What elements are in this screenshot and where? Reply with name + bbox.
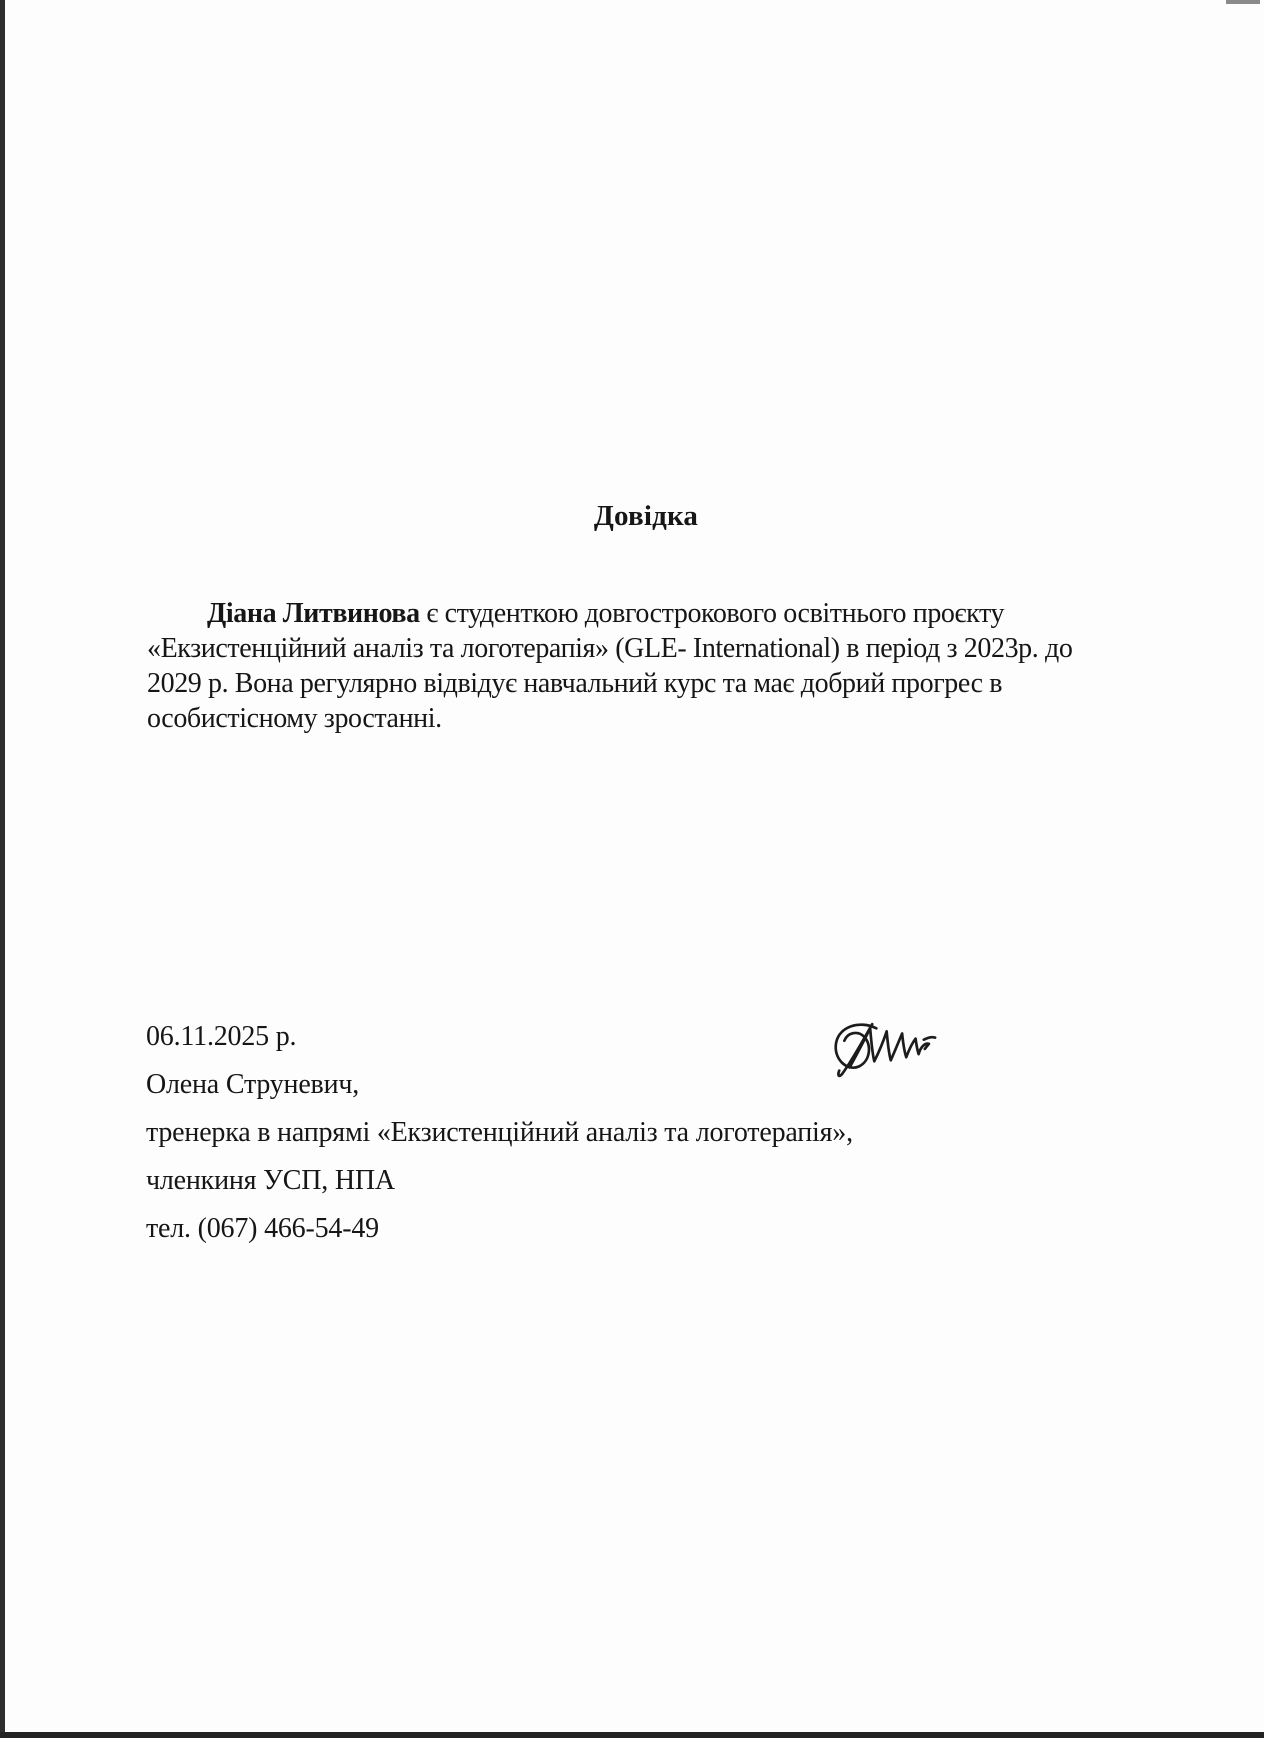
- document-title: Довідка: [593, 500, 699, 532]
- paragraph-line-2: «Екзистенційний аналіз та логотерапія» (GLE- International) в період з 2023р. до: [147, 633, 1073, 664]
- paragraph-line-1-rest: є студенткою довгострокового освітнього проєкту: [419, 598, 1005, 629]
- paragraph-line-1: [147, 596, 1072, 631]
- scan-artifact-bottom-edge: [0, 1732, 1264, 1738]
- signoff-phone: тел. (067) 466-54-49: [146, 1213, 379, 1244]
- scan-artifact-top-right-dash: [1226, 0, 1260, 4]
- body-paragraph: [147, 596, 1072, 736]
- paragraph-line-3: 2029 р. Вона регулярно відвідує навчальний курс та має добрий прогрес в: [147, 668, 1003, 699]
- signature-icon: [824, 1018, 939, 1084]
- signoff-role: тренерка в напрямі «Екзистенційний аналіз та логотерапія»,: [146, 1117, 853, 1148]
- signoff-membership: членкиня УСП, НПА: [146, 1165, 395, 1196]
- scan-artifact-left-edge: [0, 0, 5, 1738]
- signoff-block: [146, 1020, 853, 1260]
- paragraph-line-4: особистісному зростанні.: [147, 703, 442, 734]
- signoff-date: 06.11.2025 р.: [146, 1021, 297, 1052]
- signoff-name: Олена Струневич,: [146, 1069, 360, 1100]
- student-name: Діана Литвинова: [207, 598, 420, 629]
